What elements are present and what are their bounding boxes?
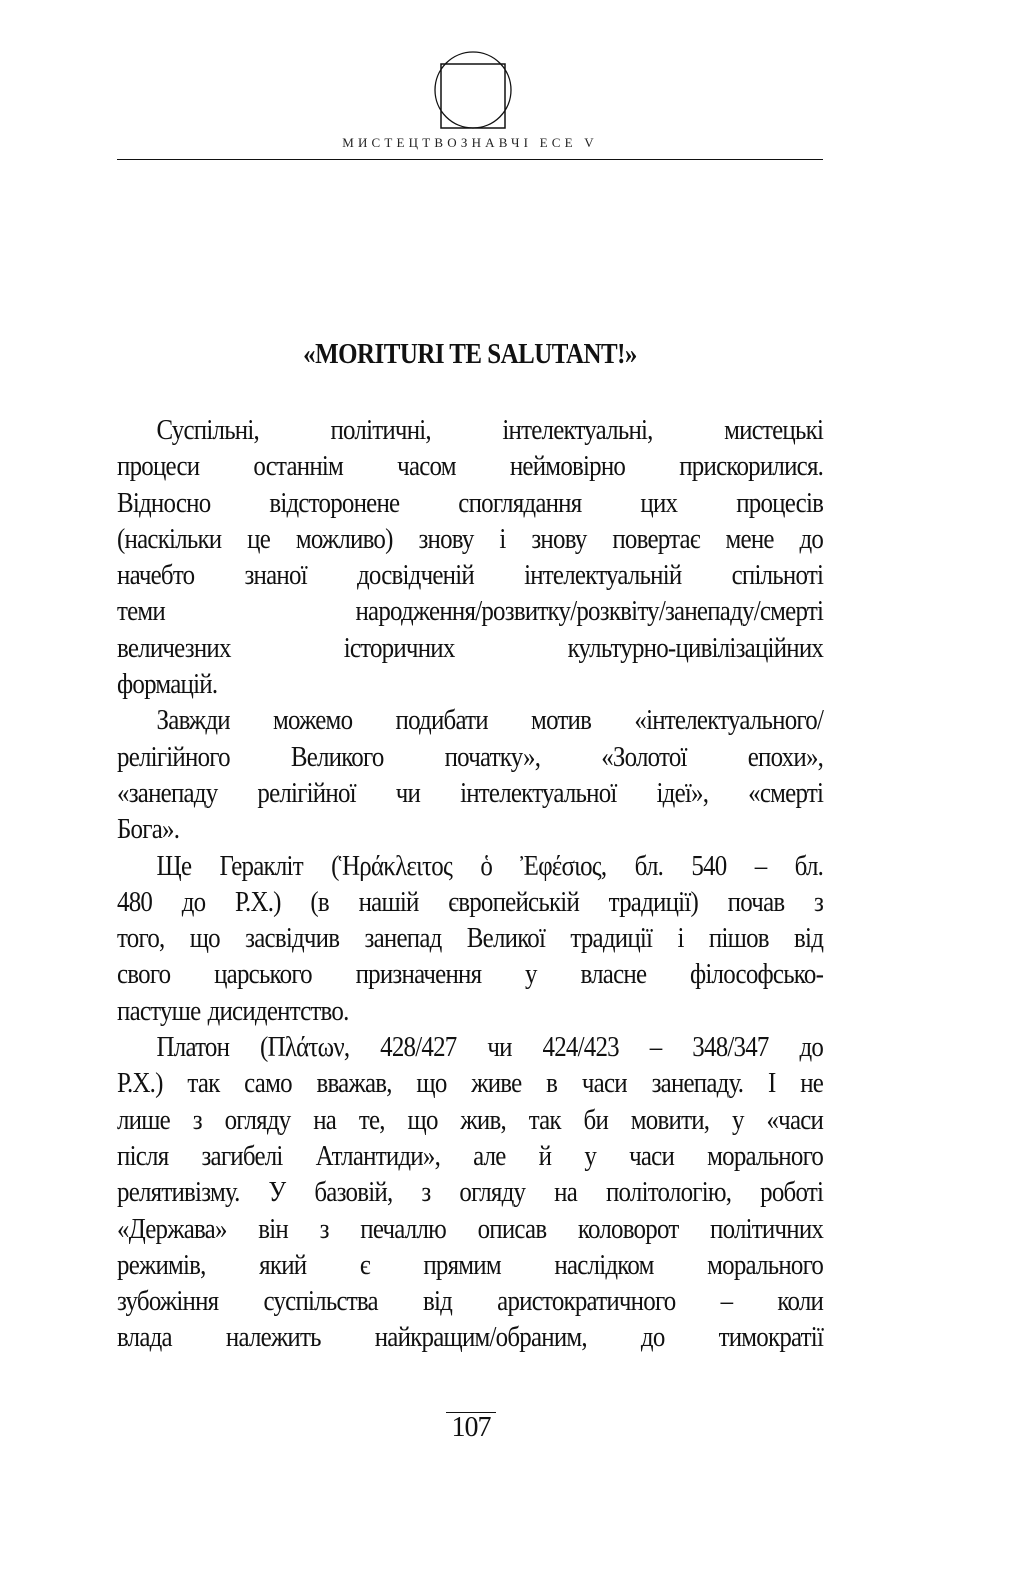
text-line: процеси останнім часом неймовірно прискорилися. (117, 450, 824, 483)
essay-body (117, 412, 823, 1356)
paragraph-3 (117, 848, 823, 1029)
text-line: теми народження/розвитку/розквіту/занепаду/смерті (117, 595, 824, 628)
text-line: того, що засвідчив занепад Великої традиції і пішов від (117, 922, 824, 955)
paragraph-2 (117, 702, 823, 847)
text-line: влада належить найкращим/обраним, до тимократії (117, 1321, 824, 1354)
text-line: Р.Х.) так само вважав, що живе в часи занепаду. І не (117, 1067, 824, 1100)
running-head: МИСТЕЦТВОЗНАВЧІ ЕСЕ V (342, 135, 598, 150)
text-line: лише з огляду на те, що жив, так би мовити, у «часи (117, 1103, 824, 1136)
text-line: формацій. (117, 668, 218, 701)
text-line: Платон (Πλάτων, 428/427 чи 424/423 – 348/347 до (156, 1031, 824, 1064)
text-line: пастуше дисидентство. (117, 994, 349, 1027)
header-rule (117, 159, 823, 160)
text-line: Відносно відсторонене споглядання цих процесів (117, 486, 824, 519)
text-line: начебто знаної досвідченій інтелектуальній спільноті (117, 559, 824, 592)
text-line: релігійного Великого початку», «Золотої епохи», (117, 740, 824, 773)
paragraph-1 (117, 412, 823, 702)
text-line: релятивізму. У базовій, з огляду на політологію, роботі (117, 1176, 824, 1209)
text-line: Завжди можемо подибати мотив «інтелектуального/ (156, 704, 824, 737)
text-line: Ще Геракліт (Ἡράκλειτος ὁ Ἐφέσιος, бл. 540 – бл. (156, 849, 824, 882)
text-line: величезних історичних культурно-цивілізаційних (117, 631, 824, 664)
page-number: 107 (446, 1412, 496, 1443)
paragraph-4 (117, 1029, 823, 1356)
text-line: Бога». (117, 813, 180, 846)
text-line: «Держава» він з печаллю описав коловорот політичних (117, 1212, 824, 1245)
text-line: Суспільні, політичні, інтелектуальні, мистецькі (156, 414, 824, 446)
essay-title: «MORITURI TE SALUTANT!» (303, 338, 637, 370)
text-line: режимів, який є прямим наслідком морального (117, 1248, 824, 1281)
text-line: 480 до Р.Х.) (в нашій європейській традиції) почав з (117, 885, 824, 918)
text-line: після загибелі Атлантиди», але й у часи морального (117, 1139, 824, 1172)
circle-square-emblem-icon (432, 50, 514, 132)
text-line: свого царського призначення у власне філософсько- (117, 958, 824, 991)
text-line: «занепаду релігійної чи інтелектуальної ідеї», «смерті (117, 776, 824, 809)
text-line: (наскільки це можливо) знову і знову повертає мене до (117, 522, 824, 555)
text-line: зубожіння суспільства від аристократичного – коли (117, 1285, 824, 1318)
